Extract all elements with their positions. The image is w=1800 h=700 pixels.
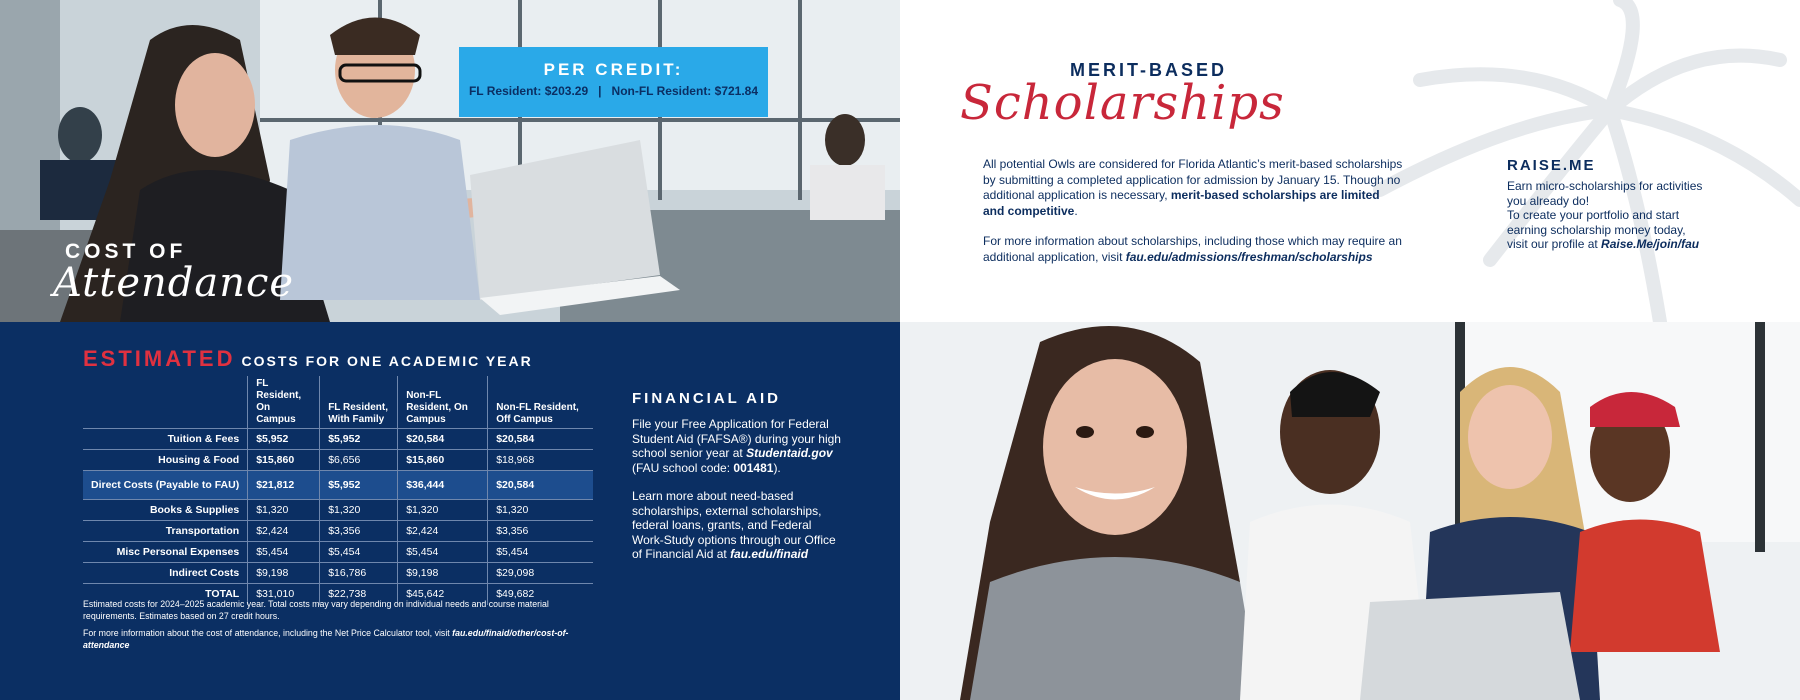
table-cell: $1,320 bbox=[398, 500, 488, 521]
finaid-paragraph bbox=[632, 489, 842, 562]
raise-me-link[interactable]: Raise.Me/join/fau bbox=[1601, 237, 1700, 251]
school-code-prefix: (FAU school code: bbox=[632, 460, 734, 475]
merit-body bbox=[983, 157, 1403, 280]
row-label: Books & Supplies bbox=[83, 500, 248, 521]
table-cell: $5,454 bbox=[398, 542, 488, 563]
table-cell: $21,812 bbox=[248, 471, 320, 500]
table-cell: $9,198 bbox=[398, 563, 488, 584]
merit-text: All potential Owls are considered for Florida Atlantic’s merit-based scholarships by submitting a completed application for admission by January 15. Though no additional application is necessary, bbox=[983, 157, 1403, 202]
table-cell: $5,454 bbox=[320, 542, 398, 563]
raise-me-heading: RAISE.ME bbox=[1507, 157, 1596, 174]
row-label: Transportation bbox=[83, 521, 248, 542]
table-row bbox=[83, 542, 593, 563]
merit-title-top: MERIT-BASED bbox=[1070, 60, 1228, 80]
table-cell: $1,320 bbox=[248, 500, 320, 521]
cost-info-note bbox=[83, 627, 593, 651]
raise-me-section bbox=[1507, 157, 1707, 252]
table-cell: $31,010 bbox=[248, 584, 320, 605]
table-cell: $5,952 bbox=[320, 429, 398, 450]
school-code-suffix: ). bbox=[773, 460, 781, 475]
estimated-heading-rest: COSTS FOR ONE ACADEMIC YEAR bbox=[241, 353, 533, 369]
table-cell: $36,444 bbox=[398, 471, 488, 500]
table-row bbox=[83, 500, 593, 521]
table-cell: $2,424 bbox=[248, 521, 320, 542]
table-cell: $3,356 bbox=[320, 521, 398, 542]
table-cell: $16,786 bbox=[320, 563, 398, 584]
table-cell: $9,198 bbox=[248, 563, 320, 584]
row-label: Direct Costs (Payable to FAU) bbox=[83, 471, 248, 500]
non-fl-resident-rate: Non-FL Resident: $721.84 bbox=[611, 84, 759, 98]
table-cell: $2,424 bbox=[398, 521, 488, 542]
raise-me-intro: Earn micro-scholarships for activities you already do! bbox=[1507, 179, 1703, 208]
cost-title-top: COST OF bbox=[65, 240, 187, 263]
row-label: Tuition & Fees bbox=[83, 429, 248, 450]
fafsa-paragraph bbox=[632, 417, 842, 475]
column-header: FL Resident, With Family bbox=[320, 376, 398, 429]
column-header: Non-FL Resident, Off Campus bbox=[488, 376, 593, 429]
table-cell: $45,642 bbox=[398, 584, 488, 605]
financial-aid-section bbox=[632, 390, 842, 576]
estimate-note: Estimated costs for 2024–2025 academic year. Total costs may vary depending on individual needs and course material requirements. Estimates based on 27 credit hours. bbox=[83, 599, 549, 621]
table-cell: $18,968 bbox=[488, 450, 593, 471]
table-cell: $5,952 bbox=[248, 429, 320, 450]
merit-end: . bbox=[1074, 203, 1078, 218]
table-cell: $5,454 bbox=[248, 542, 320, 563]
table-cell: $29,098 bbox=[488, 563, 593, 584]
raise-me-paragraph bbox=[1507, 208, 1707, 252]
table-row bbox=[83, 429, 593, 450]
column-header: Non-FL Resident, On Campus bbox=[398, 376, 488, 429]
per-credit-rates bbox=[459, 84, 768, 98]
table-cell: $1,320 bbox=[488, 500, 593, 521]
merit-paragraph bbox=[983, 157, 1403, 219]
scholarship-info-text: For more information about scholarships, including those which may require an additional application, visit bbox=[983, 234, 1402, 264]
table-row-highlighted bbox=[83, 471, 593, 500]
row-label: Indirect Costs bbox=[83, 563, 248, 584]
cost-of-attendance-link[interactable]: fau.edu/finaid/other/cost-of-attendance bbox=[83, 628, 569, 650]
table-cell: $20,584 bbox=[488, 429, 593, 450]
cost-info-text: For more information about the cost of attendance, including the Net Price Calculator tool, visit bbox=[83, 628, 453, 638]
table-cell: $5,454 bbox=[488, 542, 593, 563]
table-row bbox=[83, 521, 593, 542]
row-label: Housing & Food bbox=[83, 450, 248, 471]
finaid-link[interactable]: fau.edu/finaid bbox=[730, 547, 809, 561]
finaid-text: Learn more about need-based scholarships, external scholarships, federal loans, grants, and Federal Work-Study options through our Office of Financial Aid at bbox=[632, 489, 836, 561]
fl-resident-rate: FL Resident: $203.29 bbox=[468, 84, 589, 98]
table-cell: $15,860 bbox=[398, 450, 488, 471]
row-label: Misc Personal Expenses bbox=[83, 542, 248, 563]
merit-title-script: Scholarships bbox=[960, 75, 1285, 131]
per-credit-heading: PER CREDIT: bbox=[543, 60, 684, 79]
rate-separator: | bbox=[598, 84, 602, 98]
table-cell: $22,738 bbox=[320, 584, 398, 605]
cost-of-attendance-title bbox=[53, 240, 295, 306]
table-cell: $1,320 bbox=[320, 500, 398, 521]
merit-scholarships-title bbox=[960, 60, 1340, 131]
scholarship-info-paragraph bbox=[983, 234, 1403, 265]
table-cell: $49,682 bbox=[488, 584, 593, 605]
merit-emphasis: merit-based scholarships are limited and competitive bbox=[983, 188, 1380, 218]
per-credit-box bbox=[459, 47, 768, 117]
table-cell: $6,656 bbox=[320, 450, 398, 471]
cost-table bbox=[83, 376, 593, 605]
table-cell: $15,860 bbox=[248, 450, 320, 471]
table-cell: $20,584 bbox=[488, 471, 593, 500]
estimated-heading-highlight: ESTIMATED bbox=[83, 346, 236, 371]
cost-title-script: Attendance bbox=[53, 260, 295, 306]
row-label: TOTAL bbox=[83, 584, 248, 605]
fafsa-text: File your Free Application for Federal Student Aid (FAFSA®) during your high school senior year at bbox=[632, 417, 841, 460]
table-header-row bbox=[83, 376, 593, 429]
studentaid-link[interactable]: Studentaid.gov bbox=[746, 446, 833, 460]
table-cell: $3,356 bbox=[488, 521, 593, 542]
financial-aid-heading: FINANCIAL AID bbox=[632, 390, 781, 407]
table-row bbox=[83, 450, 593, 471]
table-row bbox=[83, 563, 593, 584]
table-cell: $5,952 bbox=[320, 471, 398, 500]
column-header bbox=[83, 376, 248, 429]
school-code: 001481 bbox=[733, 460, 774, 475]
students-photo-bottom bbox=[900, 322, 1800, 700]
scholarships-link[interactable]: fau.edu/admissions/freshman/scholarships bbox=[1125, 249, 1373, 264]
table-cell: $20,584 bbox=[398, 429, 488, 450]
estimated-costs-heading bbox=[83, 346, 533, 372]
column-header: FL Resident, On Campus bbox=[248, 376, 320, 429]
raise-me-text: To create your portfolio and start earning scholarship money today, visit our profile at bbox=[1507, 208, 1686, 251]
